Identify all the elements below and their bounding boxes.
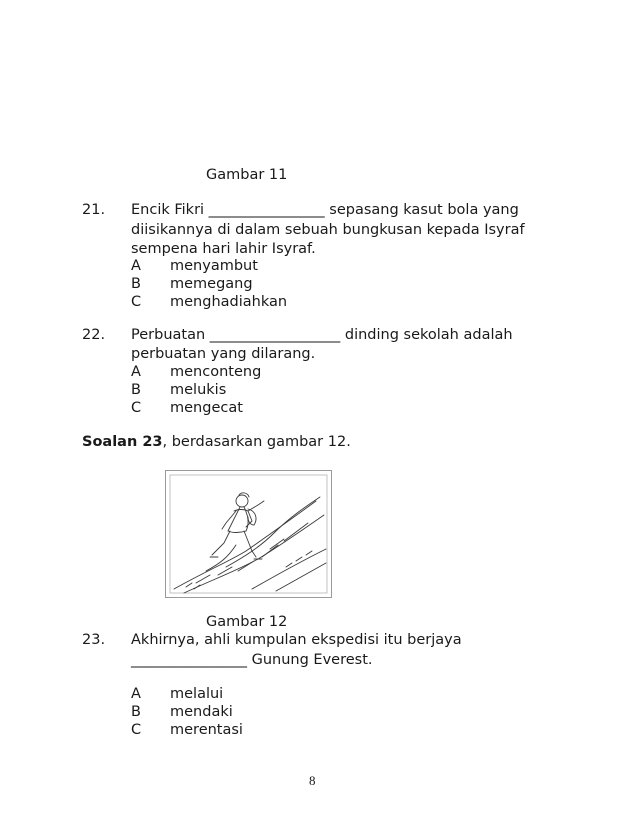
question-22-text-before: Perbuatan: [131, 327, 206, 343]
question-23-line-1: Akhirnya, ahli kumpulan ekspedisi itu berjaya: [131, 632, 462, 648]
question-23-text-after: Gunung Everest.: [251, 652, 373, 668]
question-23-option-b-letter: B: [131, 704, 141, 720]
question-23-option-a[interactable]: melalui: [170, 686, 224, 702]
question-21-text-after: sepasang kasut bola yang: [329, 202, 519, 218]
question-22-option-c-letter: C: [131, 400, 142, 416]
question-21-option-c[interactable]: menghadiahkan: [170, 294, 288, 310]
figure-12-image: [165, 470, 332, 598]
question-21-line-2: diisikannya di dalam sebuah bungkusan kepada Isyraf: [131, 222, 525, 238]
question-22-text-after: dinding sekolah adalah: [344, 327, 513, 343]
question-21-option-c-letter: C: [131, 294, 142, 310]
question-21-line-3: sempena hari lahir Isyraf.: [131, 241, 316, 257]
question-23-line-2: [131, 652, 373, 668]
question-22-option-b[interactable]: melukis: [170, 382, 227, 398]
question-21-number: 21.: [82, 202, 106, 218]
figure-12-caption: Gambar 12: [206, 614, 288, 630]
section-23-rest: , berdasarkan gambar 12.: [162, 434, 351, 450]
question-23-number: 23.: [82, 632, 106, 648]
question-23-option-b[interactable]: mendaki: [170, 704, 233, 720]
question-21-option-a-letter: A: [131, 258, 141, 274]
section-23-bold: Soalan 23: [82, 434, 163, 450]
question-23-option-c-letter: C: [131, 722, 142, 738]
question-22-option-b-letter: B: [131, 382, 141, 398]
question-21-option-b-letter: B: [131, 276, 141, 292]
question-21-option-a[interactable]: menyambut: [170, 258, 258, 274]
question-21-text-before: Encik Fikri: [131, 202, 205, 218]
question-23-blank: ________________: [131, 652, 247, 668]
page-number: 8: [309, 773, 316, 788]
section-23-heading: [82, 434, 351, 450]
question-22-option-a[interactable]: menconteng: [170, 364, 262, 380]
question-23-option-a-letter: A: [131, 686, 141, 702]
question-22-option-c[interactable]: mengecat: [170, 400, 243, 416]
question-23-option-c[interactable]: merentasi: [170, 722, 243, 738]
question-22-line-2: perbuatan yang dilarang.: [131, 346, 316, 362]
figure-11-caption: Gambar 11: [206, 167, 288, 183]
question-22-option-a-letter: A: [131, 364, 141, 380]
question-22-blank: __________________: [209, 327, 341, 343]
question-21-blank: ________________: [208, 202, 325, 218]
question-22-number: 22.: [82, 327, 106, 343]
mountain-climber-sketch: [166, 471, 331, 597]
question-21-line-1: [131, 202, 519, 218]
question-22-line-1: [131, 327, 513, 343]
question-21-option-b[interactable]: memegang: [170, 276, 253, 292]
